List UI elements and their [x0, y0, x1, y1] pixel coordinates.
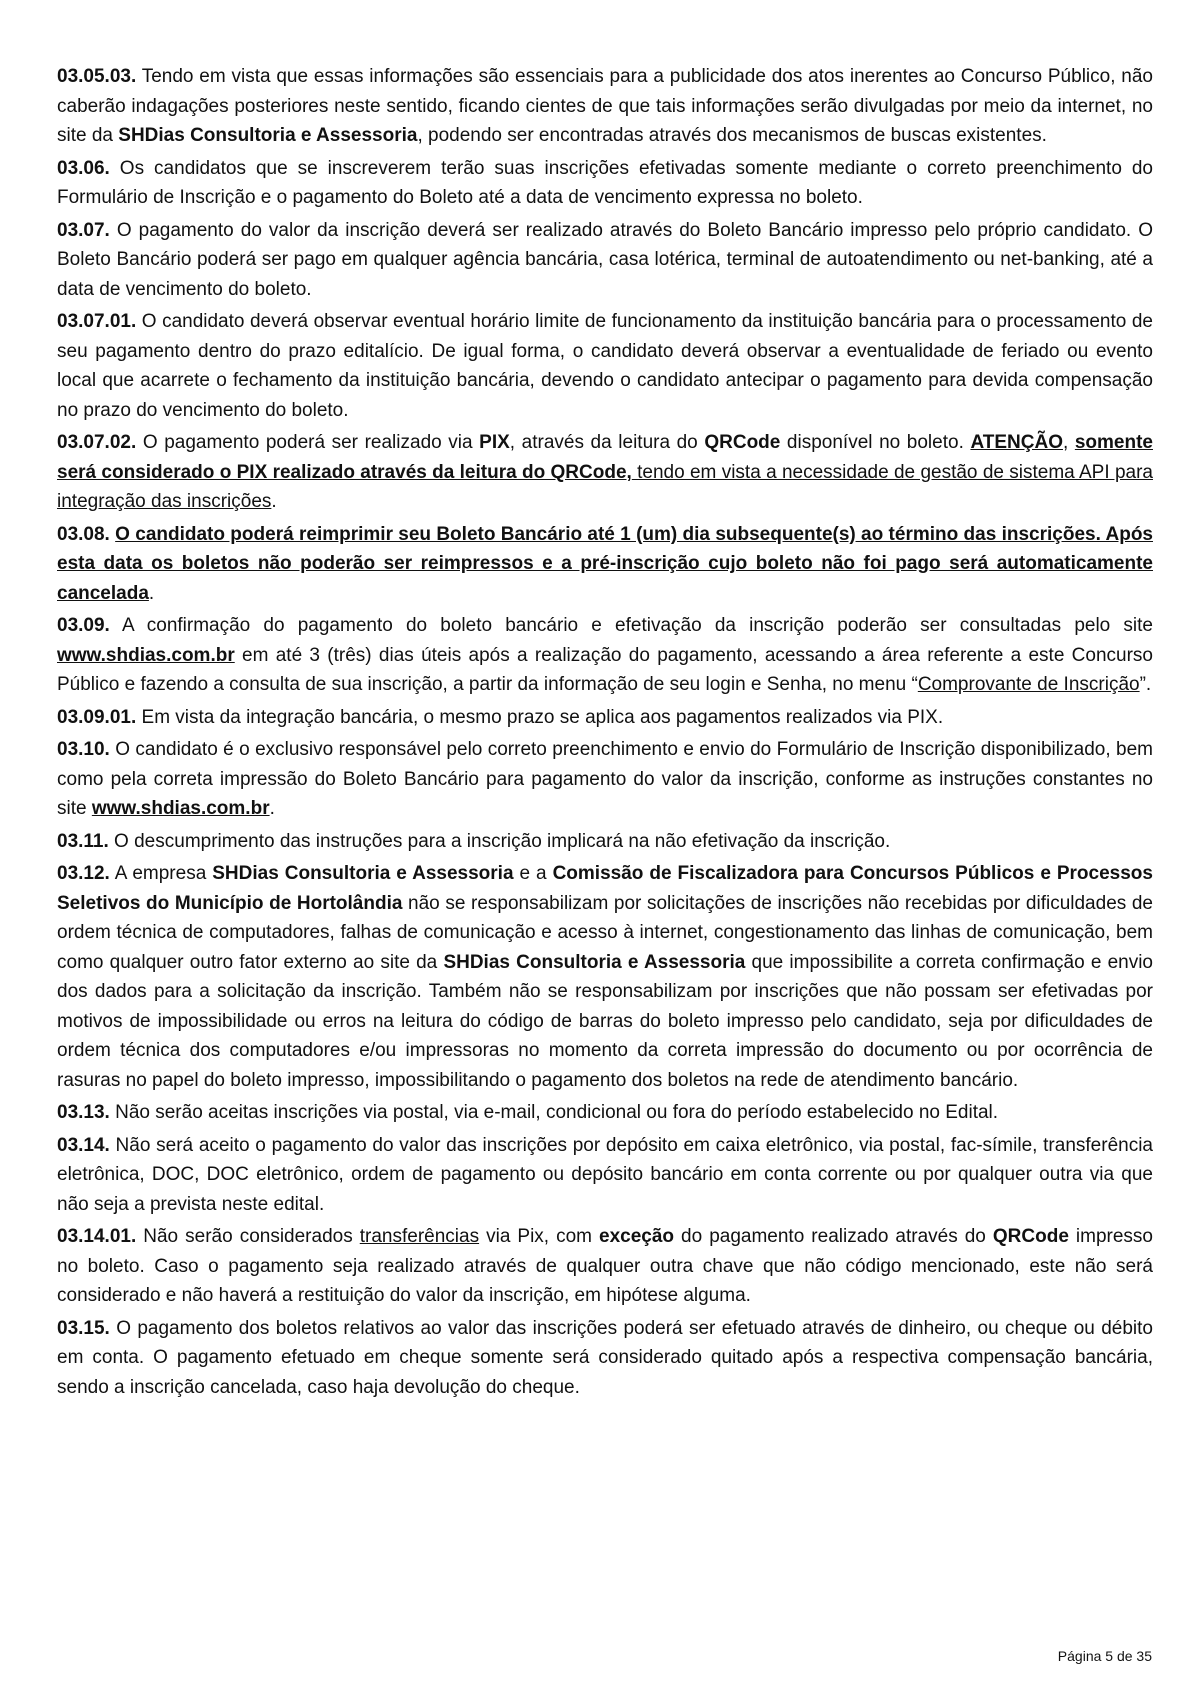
paragraph-03-08 [57, 520, 1153, 609]
text-segment: e a [513, 863, 553, 884]
bold-text: SHDias Consultoria e Assessoria [212, 863, 514, 884]
bold-underlined-text: ATENÇÃO [970, 432, 1063, 453]
page-number: Página 5 de 35 [1057, 1648, 1152, 1664]
text-segment: O pagamento do valor da inscrição deverá ser realizado através do Boleto Bancário impresso pelo próprio candidato. O Boleto Bancário poderá ser pago em qualquer agência bancária, casa lotérica, terminal de autoatendimento ou net-banking, até a data de vencimento do boleto. [57, 219, 1153, 300]
paragraph-03-10 [57, 735, 1153, 824]
underlined-text: transferências [359, 1226, 480, 1247]
section-number: 03.05.03. [57, 66, 137, 87]
underlined-text: tendo em vista a necessidade de gestão de sistema API para integração das inscrições [57, 461, 1153, 512]
paragraph-03-05-03 [57, 62, 1153, 151]
text-segment: impresso no boleto. Caso o pagamento seja realizado através de qualquer outra chave que não código mencionado, este não será considerado e não haverá a restituição do valor da inscrição, em hipótese alguma. [57, 1226, 1154, 1306]
paragraph-03-09 [57, 611, 1153, 700]
text-segment: . [269, 798, 275, 819]
section-number: 03.07.02. [57, 432, 137, 453]
section-number: 03.14.01. [57, 1226, 137, 1247]
text-segment: Não será aceito o pagamento do valor das inscrições por depósito em caixa eletrônico, via postal, fac-símile, transferência eletrônica, DOC, DOC eletrônico, ordem de pagamento ou depósito bancário em conta corrente ou por qualquer outra via que não seja a prevista neste edital. [57, 1134, 1153, 1215]
bold-text: SHDias Consultoria e Assessoria [443, 951, 746, 973]
bold-text: SHDias Consultoria e Assessoria [118, 125, 418, 146]
bold-underlined-text: O candidato poderá reimprimir seu Boleto Bancário até 1 (um) dia subsequente(s) ao término das inscrições. Após esta data os boletos não poderão ser reimpressos e a pré-inscrição cujo boleto não foi pago será automaticamente cancelada [57, 523, 1153, 604]
underlined-text: Comprovante de Inscrição [917, 674, 1140, 695]
text-segment: que impossibilite a correta confirmação e envio dos dados para a solicitação da inscrição. Também não se responsabilizam por inscrições que não possam ser efetivadas por motivos de impossibilidade ou erros na leitura do código de barras do boleto impresso pelo candidato, seja por dificuldades de ordem técnica dos computadores e/ou impressoras no momento da correta impressão do documento ou por ocorrência de rasuras no papel do boleto impresso, impossibilitando o pagamento dos boletos na rede de atendimento bancário. [57, 951, 1153, 1091]
text-segment: , através da leitura do [509, 432, 705, 453]
text-segment: do pagamento realizado através do [674, 1226, 993, 1247]
text-segment: O candidato deverá observar eventual horário limite de funcionamento da instituição bancária para o processamento de seu pagamento dentro do prazo editalício. De igual forma, o candidato deverá observar a eventualidade de feriado ou evento local que acarrete o fechamento da instituição bancária, devendo o candidato antecipar o pagamento para devida compensação no prazo do vencimento do boleto. [57, 311, 1153, 421]
section-number: 03.06. [57, 157, 110, 179]
paragraph-03-15 [57, 1314, 1153, 1403]
paragraph-03-11 [57, 827, 1153, 857]
section-number: 03.10. [57, 739, 110, 760]
website-link[interactable]: www.shdias.com.br [57, 644, 235, 666]
text-segment: O pagamento poderá ser realizado via [136, 432, 480, 453]
bold-text: QRCode [992, 1226, 1069, 1247]
section-number: 03.09.01. [57, 706, 137, 728]
text-segment: via Pix, com [479, 1226, 600, 1247]
text-segment: , [1062, 432, 1075, 453]
bold-text: Comissão de Fiscalizadora para Concursos Públicos e Processos Seletivos do Município de Hortolândia [57, 863, 1153, 914]
text-segment: Tendo em vista que essas informações são essenciais para a publicidade dos atos inerentes ao Concurso Público, não caberão indagações posteriores neste sentido, ficando cientes de que tais informações serão divulgadas por meio da internet, no site da [57, 66, 1153, 146]
section-number: 03.09. [57, 615, 110, 636]
paragraph-03-07 [57, 216, 1153, 305]
text-segment: O descumprimento das instruções para a inscrição implicará na não efetivação da inscrição. [108, 830, 891, 852]
section-number: 03.07. [57, 219, 110, 241]
paragraph-03-09-01 [57, 703, 1153, 733]
paragraph-03-12 [57, 859, 1153, 1095]
section-number: 03.08. [57, 523, 110, 545]
text-segment: O candidato é o exclusivo responsável pelo correto preenchimento e envio do Formulário de Inscrição disponibilizado, bem como pela correta impressão do Boleto Bancário para pagamento do valor da inscrição, conforme as instruções constantes no site [57, 739, 1153, 819]
website-link[interactable]: www.shdias.com.br [91, 798, 270, 819]
section-number: 03.14. [57, 1134, 110, 1156]
paragraph-03-13 [57, 1098, 1153, 1128]
bold-text: exceção [599, 1226, 675, 1247]
text-segment: O pagamento dos boletos relativos ao valor das inscrições poderá ser efetuado através de dinheiro, ou cheque ou débito em conta. O pagamento efetuado em cheque somente será considerado quitado após a respectiva compensação bancária, sendo a inscrição cancelada, caso haja devolução do cheque. [57, 1317, 1153, 1398]
bold-text: QRCode [704, 432, 781, 453]
document-body [57, 62, 1153, 1405]
section-number: 03.12. [57, 863, 110, 884]
section-number: 03.13. [57, 1102, 110, 1123]
text-segment: , podendo ser encontradas através dos mecanismos de buscas existentes. [417, 125, 1047, 146]
section-number: 03.15. [57, 1317, 110, 1339]
paragraph-03-14 [57, 1131, 1153, 1220]
text-segment: não se responsabilizam por solicitações de inscrições não recebidas por dificuldades de ordem técnica de computadores, falhas de comunicação e acesso à internet, congestionamento das linhas de comunicação, bem como qualquer outro fator externo ao site da [57, 892, 1153, 973]
text-segment: Em vista da integração bancária, o mesmo prazo se aplica aos pagamentos realizados via PIX. [136, 706, 944, 728]
text-segment: . [271, 491, 277, 512]
section-number: 03.07.01. [57, 311, 137, 332]
text-segment: A empresa [109, 863, 213, 884]
text-segment: Não serão considerados [136, 1226, 360, 1247]
paragraph-03-07-01 [57, 307, 1153, 425]
paragraph-03-14-01 [57, 1222, 1153, 1311]
bold-text: PIX [479, 432, 510, 453]
text-segment: Não serão aceitas inscrições via postal, via e-mail, condicional ou fora do período estabelecido no Edital. [109, 1102, 999, 1123]
text-segment: ”. [1139, 674, 1152, 695]
text-segment: em até 3 (três) dias úteis após a realização do pagamento, acessando a área referente a este Concurso Público e fazendo a consulta de sua inscrição, a partir da informação de seu login e Senha, no menu “ [57, 644, 1153, 695]
text-segment: disponível no boleto. [780, 432, 971, 453]
section-number: 03.11. [57, 830, 109, 852]
paragraph-03-07-02 [57, 428, 1153, 517]
text-segment: Os candidatos que se inscreverem terão suas inscrições efetivadas somente mediante o correto preenchimento do Formulário de Inscrição e o pagamento do Boleto até a data de vencimento expressa no boleto. [57, 157, 1153, 208]
bold-underlined-text: somente será considerado o PIX realizado através da leitura do QRCode, [57, 432, 1153, 483]
text-segment: A confirmação do pagamento do boleto bancário e efetivação da inscrição poderão ser consultadas pelo site [109, 615, 1153, 636]
paragraph-03-06 [57, 154, 1153, 213]
text-segment: . [148, 582, 155, 604]
